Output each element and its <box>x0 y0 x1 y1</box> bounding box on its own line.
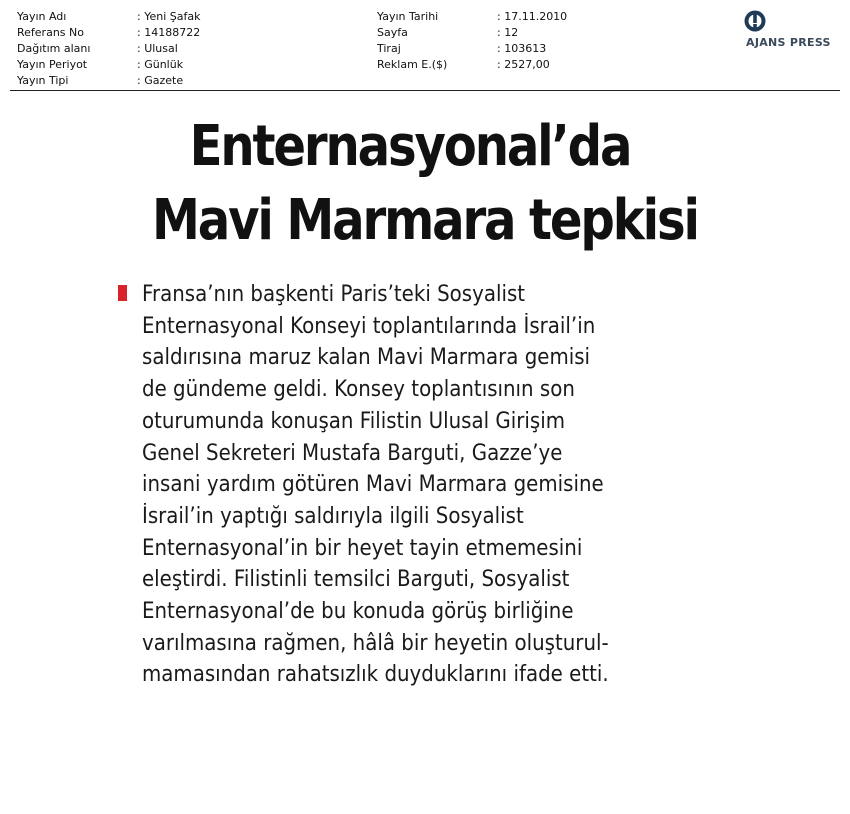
article-body <box>142 279 742 691</box>
body-line: Enternasyonal’de bu konuda görüş birliğine <box>142 599 574 625</box>
meta-label-sayfa: Sayfa <box>377 26 408 39</box>
body-line: mamasından rahatsızlık duyduklarını ifade etti. <box>142 662 609 688</box>
meta-value-dagitim-alani: : Ulusal <box>137 42 178 55</box>
body-line: varılmasına rağmen, hâlâ bir heyetin oluşturul- <box>142 630 609 656</box>
meta-label-yayin-tipi: Yayın Tipi <box>17 74 69 87</box>
body-line: eleştirdi. Filistinli temsilci Barguti, Sosyalist <box>142 567 570 593</box>
meta-value-yayin-periyot: : Günlük <box>137 58 184 71</box>
article-headline <box>110 110 710 258</box>
headline-line-1: Enternasyonal’da <box>189 114 631 179</box>
body-line: de gündeme geldi. Konsey toplantısının son <box>142 377 575 403</box>
body-line: İsrail’in yaptığı saldırıyla ilgili Sosyalist <box>142 503 524 529</box>
meta-label-dagitim-alani: Dağıtım alanı <box>17 42 91 55</box>
meta-label-yayin-tarihi: Yayın Tarihi <box>377 10 439 23</box>
meta-label-referans-no: Referans No <box>17 26 84 39</box>
logo-text: AJANS PRESS <box>746 36 831 49</box>
header-divider <box>10 90 840 91</box>
meta-value-sayfa: : 12 <box>497 26 519 39</box>
meta-label-yayin-adi: Yayın Adı <box>17 10 67 23</box>
meta-value-referans-no: : 14188722 <box>137 26 201 39</box>
meta-value-yayin-tarihi: : 17.11.2010 <box>497 10 568 23</box>
ajans-press-logo-icon <box>744 10 766 32</box>
meta-value-yayin-tipi: : Gazete <box>137 74 184 87</box>
red-bullet-marker <box>118 285 127 301</box>
meta-label-reklam: Reklam E.($) <box>377 58 448 71</box>
meta-label-tiraj: Tiraj <box>377 42 401 55</box>
body-line: saldırısına maruz kalan Mavi Marmara gemisi <box>142 345 591 371</box>
meta-label-yayin-periyot: Yayın Periyot <box>17 58 88 71</box>
meta-value-reklam: : 2527,00 <box>497 58 550 71</box>
meta-value-tiraj: : 103613 <box>497 42 547 55</box>
body-line: Fransa’nın başkenti Paris’teki Sosyalist <box>142 282 526 307</box>
body-line: insani yardım götüren Mavi Marmara gemisine <box>142 472 604 498</box>
body-line: Enternasyonal’in bir heyet tayin etmemesini <box>142 535 583 561</box>
ajans-press-logo <box>744 10 844 50</box>
body-line: oturumunda konuşan Filistin Ulusal Girişim <box>142 408 566 434</box>
body-line: Genel Sekreteri Mustafa Barguti, Gazze’ye <box>142 440 563 466</box>
body-line: Enternasyonal Konseyi toplantılarında İsrail’in <box>142 313 596 339</box>
headline-line-2: Mavi Marmara tepkisi <box>152 188 698 253</box>
meta-value-yayin-adi: : Yeni Şafak <box>137 10 201 23</box>
